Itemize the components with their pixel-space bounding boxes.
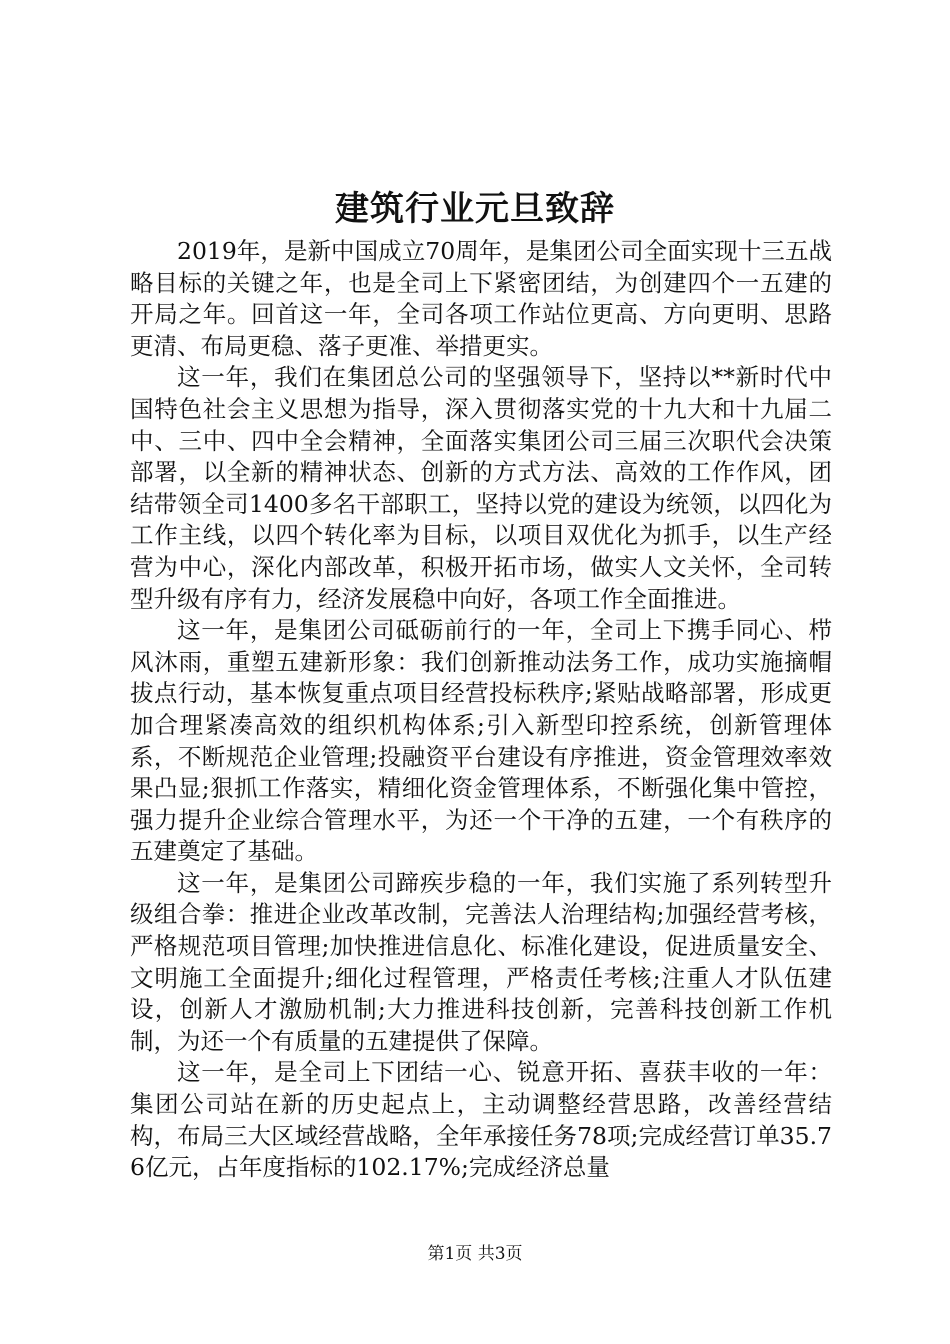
page-number-footer: 第1页 共3页 bbox=[427, 1244, 523, 1264]
document-title: 建筑行业元旦致辞 bbox=[335, 189, 615, 229]
paragraph-3: 这一年，是集团公司砥砺前行的一年，全司上下携手同心、栉风沐雨，重塑五建新形象：我们创新推动法务工作，成功实施摘帽拔点行动，基本恢复重点项目经营投标秩序;紧贴战略部署，形成更加合理紧凑高效的组织机构体系;引入新型印控系统，创新管理体系，不断规范企业管理;投融资平台建设有序推进，资金管理效率效果凸显;狠抓工作落实，精细化资金管理体系，不断强化集中管控，强力提升企业综合管理水平，为还一个干净的五建，一个有秩序的五建奠定了基础。 bbox=[130, 616, 832, 866]
paragraph-1: 2019年，是新中国成立70周年，是集团公司全面实现十三五战略目标的关键之年，也是全司上下紧密团结，为创建四个一五建的开局之年。回首这一年，全司各项工作站位更高、方向更明、思路更清、布局更稳、落子更准、举措更实。 bbox=[130, 237, 832, 360]
paragraph-2: 这一年，我们在集团总公司的坚强领导下，坚持以**新时代中国特色社会主义思想为指导，深入贯彻落实党的十九大和十九届二中、三中、四中全会精神，全面落实集团公司三届三次职代会决策部署，以全新的精神状态、创新的方式方法、高效的工作作风，团结带领全司1400多名干部职工，坚持以党的建设为统领，以四化为工作主线，以四个转化率为目标，以项目双优化为抓手，以生产经营为中心，深化内部改革，积极开拓市场，做实人文关怀，全司转型升级有序有力，经济发展稳中向好，各项工作全面推进。 bbox=[130, 363, 832, 613]
paragraph-4: 这一年，是集团公司蹄疾步稳的一年，我们实施了系列转型升级组合拳：推进企业改革改制，完善法人治理结构;加强经营考核，严格规范项目管理;加快推进信息化、标准化建设，促进质量安全、文明施工全面提升;细化过程管理，严格责任考核;注重人才队伍建设，创新人才激励机制;大力推进科技创新，完善科技创新工作机制，为还一个有质量的五建提供了保障。 bbox=[130, 868, 832, 1055]
paragraph-5: 这一年，是全司上下团结一心、锐意开拓、喜获丰收的一年：集团公司站在新的历史起点上，主动调整经营思路，改善经营结构，布局三大区域经营战略，全年承接任务78项;完成经营订单35.76亿元，占年度指标的102.17%;完成经济总量 bbox=[130, 1058, 832, 1182]
document-body bbox=[130, 236, 832, 1184]
